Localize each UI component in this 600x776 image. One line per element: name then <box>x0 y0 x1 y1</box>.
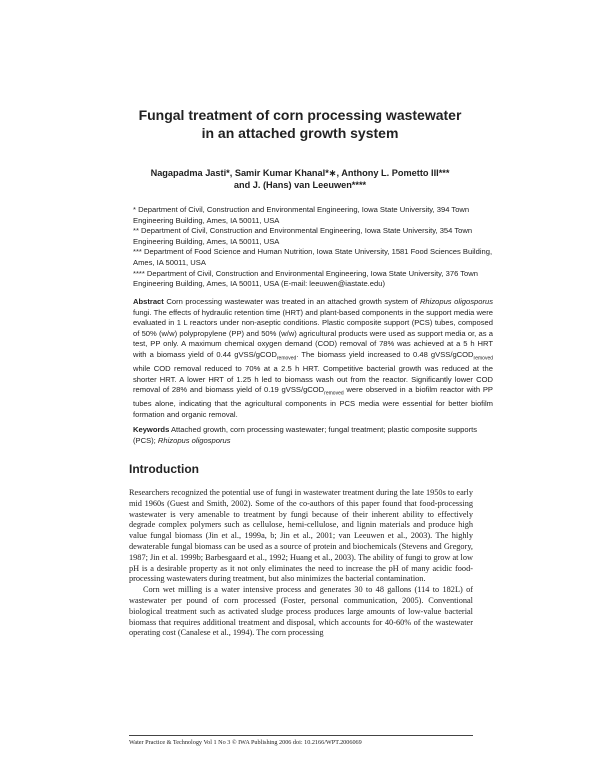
intro-paragraph-1: Researchers recognized the potential use of fungi in wastewater treatment during the late 1950s to early mid 1960s (Guest and Smith, 2002). Some of the co-authors of this paper found that food-processing wastewater is very amenable to treatment by fungi because of their inherent ability to effectively degrade complex polymers such as cellulose, hemi-cellulose, and lignin materials and produce high value fungal biomass (Jin et al., 1999a, b; Jin et al., 2001; van Leeuwen et al., 2003). The highly dewaterable fungal biomass can be used as a source of protein and biochemicals (Stevens and Gregory, 1987; Jin et al. 1999b; Barbesgaard et al., 1992; Huang et al., 2003). The ability of fungi to grow at low pH is a desirable property as it not only eliminates the need to increase the pH of many acidic food-processing wastewaters during treatment, but also minimizes the bacterial contamination. <box>129 488 473 584</box>
authors-line-1: Nagapadma Jasti*, Samir Kumar Khanal*∗, Anthony L. Pometto III*** <box>150 168 450 178</box>
abstract-sub-2: removed <box>473 355 493 362</box>
affiliation-3: *** Department of Food Science and Human Nutrition, Iowa State University, 1581 Food Sciences Building, Ames, IA 50011, USA <box>133 247 493 267</box>
abstract-text-3: . The biomass yield increased to 0.48 gVSS/gCOD <box>296 349 474 359</box>
footer-divider <box>129 735 473 736</box>
authors-line-2: and J. (Hans) van Leeuwen**** <box>233 180 367 190</box>
affiliation-4: **** Department of Civil, Construction and Environmental Engineering, Iowa State University, 376 Town Engineering Building, Ames, IA 50011, USA (E-mail: leeuwen@iastate.edu) <box>133 268 478 289</box>
keywords-text: Attached growth, corn processing wastewater; fungal treatment; plastic composite supports (PCS); <box>133 425 477 445</box>
abstract-sub-3: removed <box>324 390 344 397</box>
paper-title <box>100 106 500 142</box>
author-list <box>80 167 520 191</box>
keywords-species: Rhizopus oligosporus <box>157 435 231 445</box>
abstract-text-4: while COD removal reduced to 70% at a 2.5 h HRT. Competitive bacterial growth was reduced at the shorter HRT. A lower HRT of 1.25 h led to biomass wash out from the reactor. Significantly lower COD removal of 28% and biomass yield of 0.19 gVSS/gCOD <box>133 364 493 395</box>
section-heading-introduction: Introduction <box>129 462 199 476</box>
abstract-text-2: fungi. The effects of hydraulic retention time (HRT) and plant-based components in the support media were evaluated in 1 L reactors under non-aseptic conditions. Plastic composite support (PCS) tubes, composed of 50% (w/w) polypropylene (PP) and 50% (w/w) agricultural products were used as support media or, as a test, PP only. A maximum chemical oxygen demand (COD) removal of 78% was achieved at a 5 h HRT with a biomass yield of 0.44 gVSS/gCOD <box>133 307 493 359</box>
abstract-sub-1: removed <box>276 355 297 362</box>
affiliation-2: ** Department of Civil, Construction and Environmental Engineering, Iowa State University, 354 Town Engineering Building, Ames, IA 50011, USA <box>133 226 473 246</box>
title-line-2: in an attached growth system <box>201 125 399 141</box>
keywords <box>133 425 493 446</box>
abstract-text-5: were observed in a biofilm reactor with PP tubes alone, indicating that the agricultural components in PCS media were essential for better biofilm formation and organic removal. <box>133 385 493 419</box>
introduction-body <box>129 488 473 639</box>
abstract-text-1: Corn processing wastewater was treated in an attached growth system of <box>163 297 420 306</box>
affiliation-1: * Department of Civil, Construction and Environmental Engineering, Iowa State University, 394 Town Engineering Building, Ames, IA 50011, USA <box>133 205 470 225</box>
journal-footer: Water Practice & Technology Vol 1 No 3 © IWA Publishing 2006 doi: 10.2166/WPT.2006069 <box>129 739 362 746</box>
title-line-1: Fungal treatment of corn processing wastewater <box>138 107 462 123</box>
affiliations <box>133 205 493 290</box>
abstract <box>133 297 493 421</box>
keywords-label: Keywords <box>133 425 170 434</box>
abstract-label: Abstract <box>133 297 164 306</box>
intro-paragraph-2: Corn wet milling is a water intensive process and generates 30 to 48 gallons (114 to 182L) of wastewater per pound of corn processed (Foster, personal communication, 2005). Conventional biological treatment such as activated sludge process produces large amounts of low-value bacterial biomass that requires additional treatment and disposal, which accounts for 40-60% of the wastewater operating cost (Canalese et al., 1994). The corn processing <box>129 585 473 638</box>
abstract-species: Rhizopus oligosporus <box>419 297 493 306</box>
